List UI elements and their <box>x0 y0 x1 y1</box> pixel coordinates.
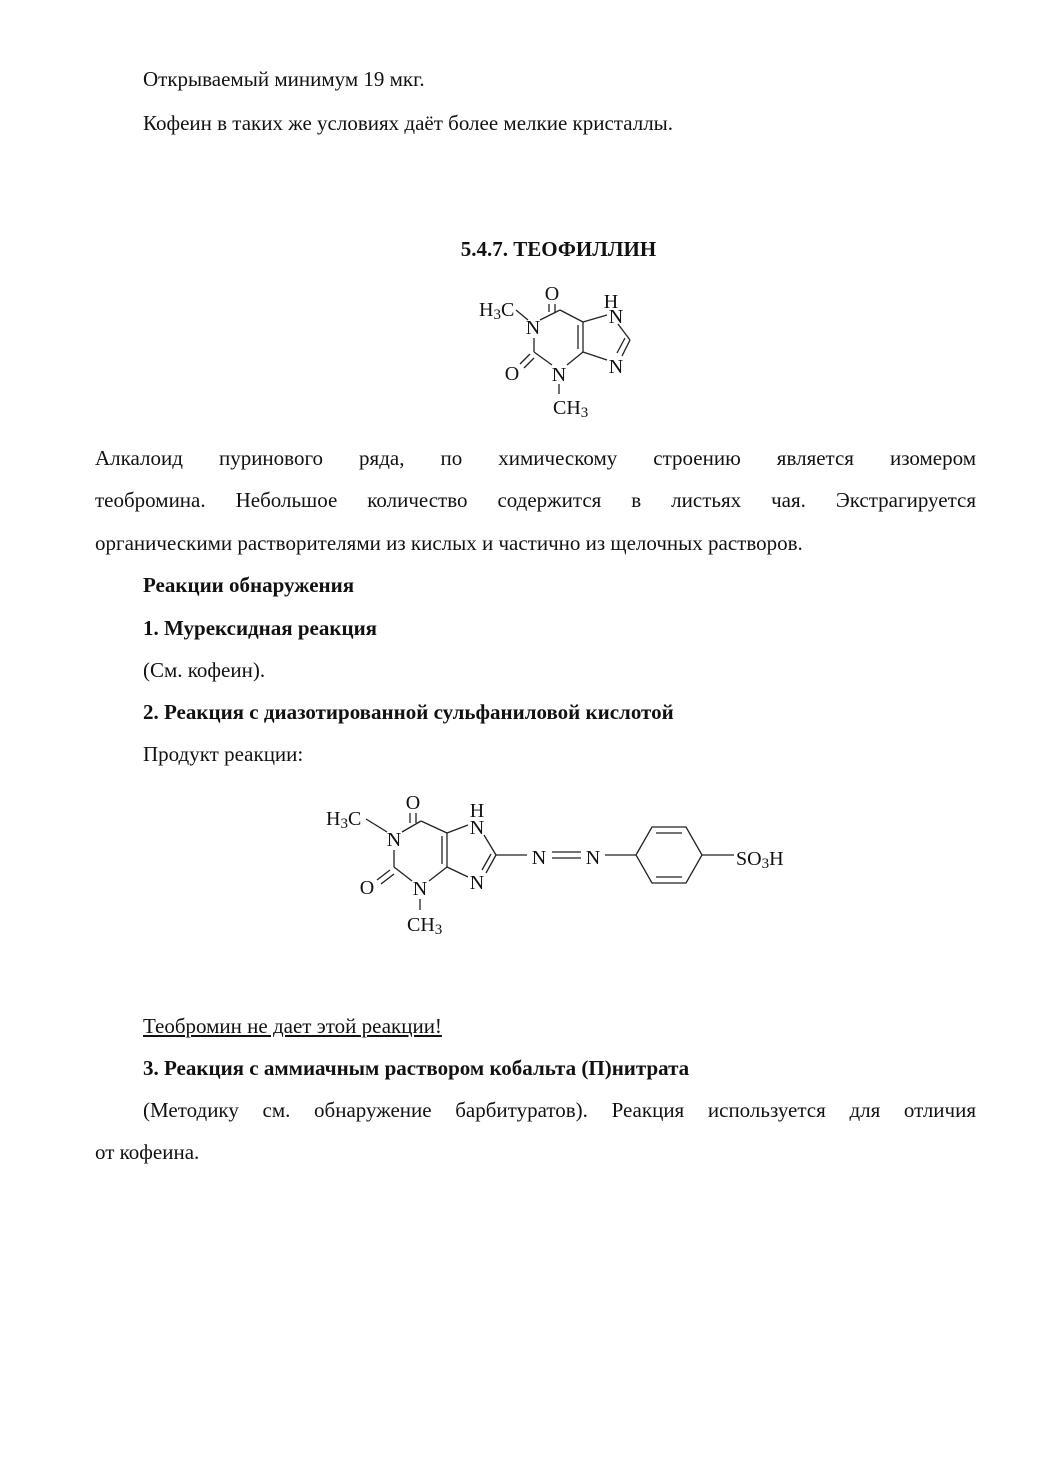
struct2-n1: N <box>386 829 402 851</box>
reaction-2-note: Теобромин не дает этой реакции! <box>143 1014 442 1038</box>
intro-line-2: теобромина. Небольшое количество содержится в листьях чая. Экстрагируется <box>95 488 976 512</box>
reaction-3-line-2: от кофеина. <box>95 1140 200 1164</box>
paragraph-detection-limit: Открываемый минимум 19 мкг. <box>143 67 425 91</box>
struct2-azo-n2: N <box>585 847 601 869</box>
reaction-2-text: Продукт реакции: <box>143 742 304 766</box>
paragraph-caffeine-note: Кофеин в таких же условиях даёт более мелкие кристаллы. <box>143 111 674 135</box>
struct2-n3: N <box>412 878 428 900</box>
azo-product-structure <box>320 785 810 945</box>
struct1-n3: N <box>551 364 567 386</box>
reaction-1-text: (См. кофеин). <box>143 658 266 682</box>
struct1-n1: N <box>525 317 541 339</box>
theophylline-structure <box>470 280 640 420</box>
struct2-sulfo-group: SO3H <box>736 848 784 872</box>
reaction-1-title: 1. Мурексидная реакция <box>143 616 378 640</box>
struct2-methyl-label: H3C <box>326 808 362 832</box>
struct1-oxygen: O <box>544 283 560 305</box>
struct2-hydrogen: H <box>469 800 485 822</box>
struct2-methyl-bottom: CH3 <box>407 914 443 938</box>
struct2-oxygen: O <box>405 792 421 814</box>
reaction-3-line-1: (Методику см. обнаружение барбитуратов). Реакция используется для отличия <box>143 1098 976 1122</box>
struct2-oxygen-2: O <box>359 877 375 899</box>
intro-line-3: органическими растворителями из кислых и частично из щелочных растворов. <box>95 531 803 555</box>
struct2-n7: N <box>469 817 485 839</box>
struct2-azo-n1: N <box>531 847 547 869</box>
intro-line-1: Алкалоид пуринового ряда, по химическому строению является изомером <box>95 446 976 470</box>
struct1-methyl-label: H3C <box>479 299 515 323</box>
section-title: 5.4.7. ТЕОФИЛЛИН <box>460 237 657 261</box>
reaction-2-title: 2. Реакция с диазотированной сульфаниловой кислотой <box>143 700 674 724</box>
reaction-3-title: 3. Реакция с аммиачным раствором кобальта (П)нитрата <box>143 1056 690 1080</box>
reactions-heading: Реакции обнаружения <box>143 573 355 597</box>
struct2-n9: N <box>469 872 485 894</box>
struct1-methyl-bottom: CH3 <box>553 397 589 421</box>
struct1-n9: N <box>608 356 624 378</box>
struct1-oxygen-2: O <box>504 363 520 385</box>
struct1-hydrogen: H <box>603 291 619 313</box>
struct1-n7: N <box>608 306 624 328</box>
